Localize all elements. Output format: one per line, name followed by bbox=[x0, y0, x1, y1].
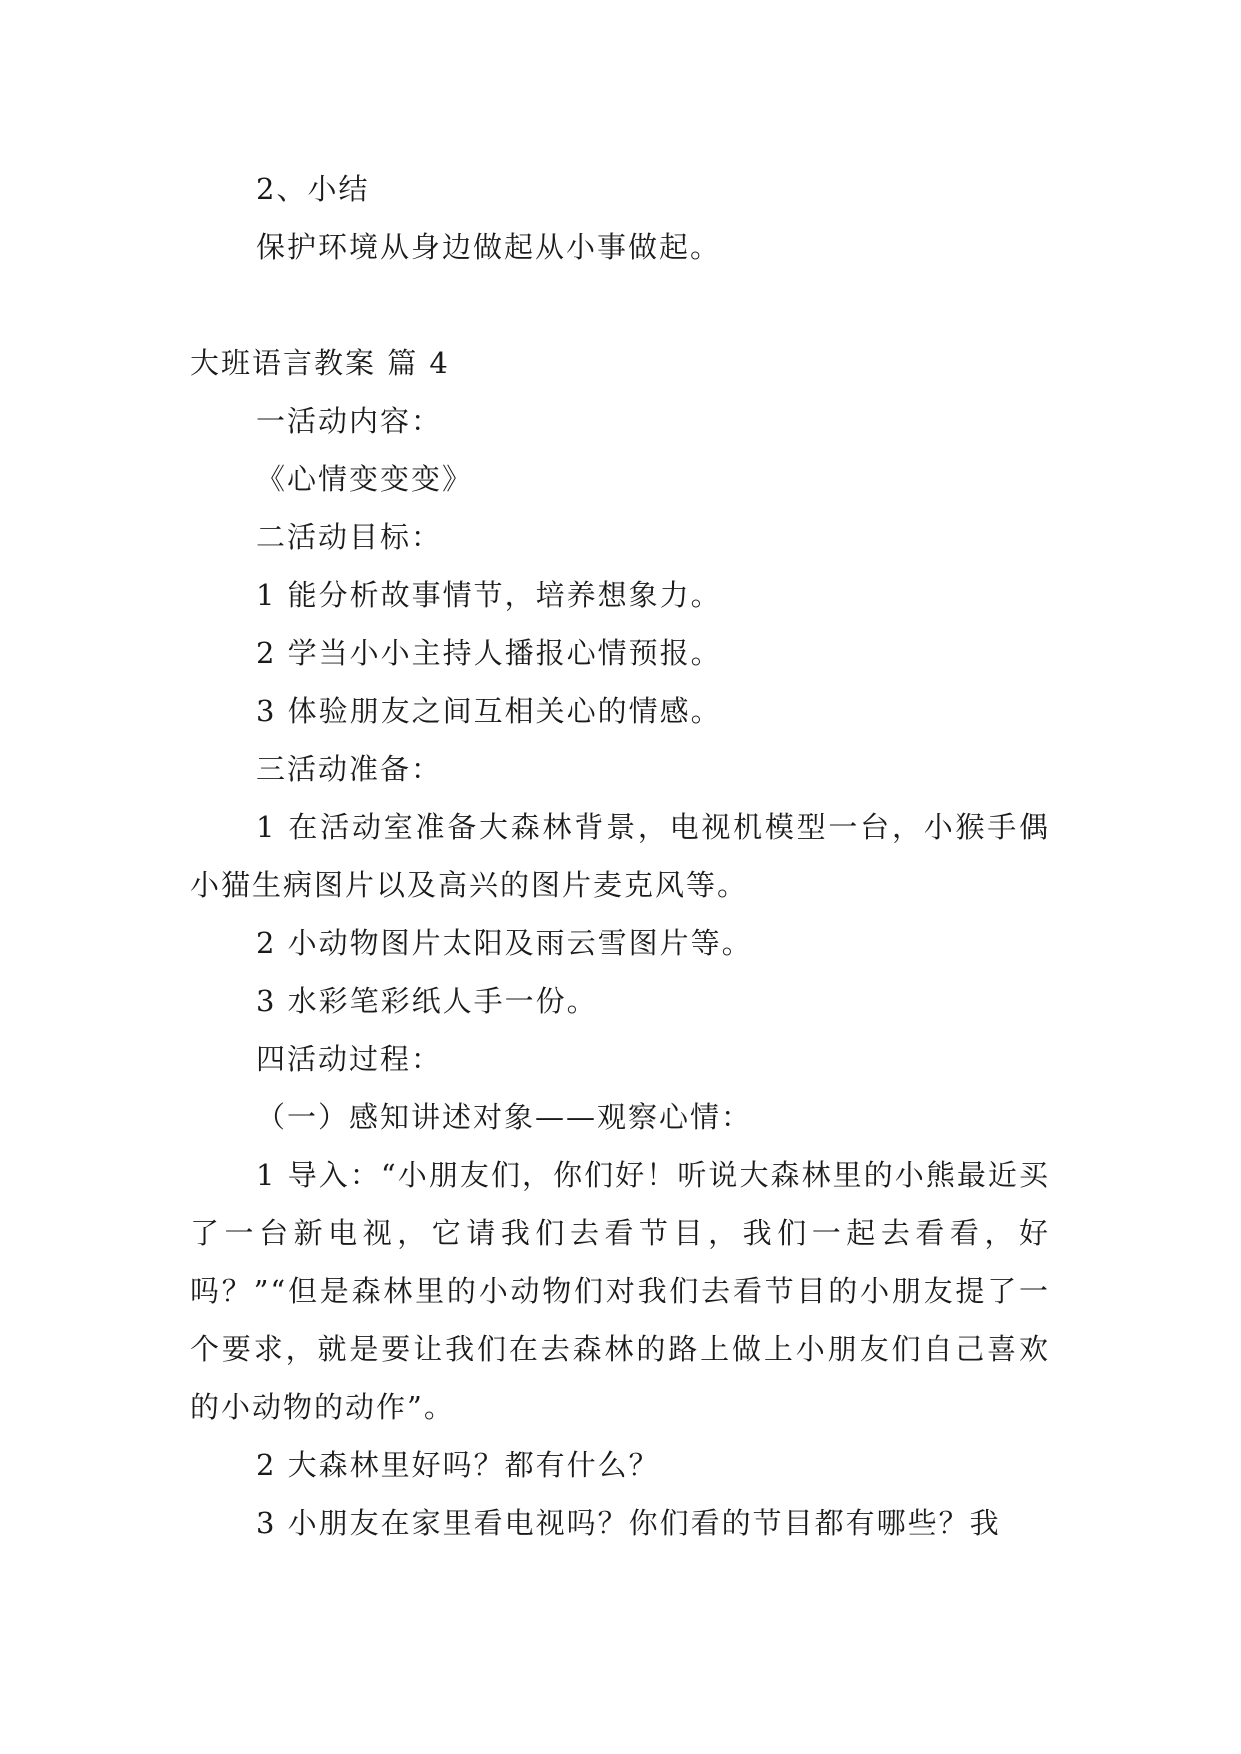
paragraph-activity-content: 《心情变变变》 bbox=[256, 462, 474, 496]
paragraph-process-question-2: 2 大森林里好吗？都有什么？ bbox=[256, 1448, 660, 1482]
paragraph-goal-1: 1 能分析故事情节，培养想象力。 bbox=[256, 578, 722, 612]
paragraph-process-label: 四活动过程： bbox=[256, 1042, 443, 1076]
paragraph-process-intro: 1 导入：“小朋友们，你们好！听说大森林里的小熊最近买了一台新电视，它请我们去看节目，我们一起去看看，好吗？”“但是森林里的小动物们对我们去看节目的小朋友提了一个要求，就是要让我们在去森林的路上做上小朋友们自己喜欢的小动物的动作”。 bbox=[190, 1158, 1050, 1424]
paragraph-activity-content-label: 一活动内容： bbox=[256, 404, 443, 438]
paragraph-preparation-1: 1 在活动室准备大森林背景，电视机模型一台，小猴手偶小猫生病图片以及高兴的图片麦克风等。 bbox=[190, 810, 1050, 902]
document-body bbox=[190, 160, 1050, 1552]
paragraph-activity-goals-label: 二活动目标： bbox=[256, 520, 443, 554]
paragraph-goal-2: 2 学当小小主持人播报心情预报。 bbox=[256, 636, 722, 670]
paragraph-preparation-2: 2 小动物图片太阳及雨云雪图片等。 bbox=[256, 926, 753, 960]
paragraph-summary-heading: 2、小结 bbox=[256, 172, 370, 206]
paragraph-goal-3: 3 体验朋友之间互相关心的情感。 bbox=[256, 694, 722, 728]
paragraph-preparation-label: 三活动准备： bbox=[256, 752, 443, 786]
paragraph-process-step-1-title: （一）感知讲述对象——观察心情： bbox=[256, 1100, 753, 1134]
paragraph-process-question-3: 3 小朋友在家里看电视吗？你们看的节目都有哪些？我 bbox=[256, 1506, 1001, 1540]
section-title: 大班语言教案 篇 4 bbox=[190, 346, 450, 380]
paragraph-preparation-3: 3 水彩笔彩纸人手一份。 bbox=[256, 984, 598, 1018]
paragraph-summary-text: 保护环境从身边做起从小事做起。 bbox=[256, 230, 722, 264]
